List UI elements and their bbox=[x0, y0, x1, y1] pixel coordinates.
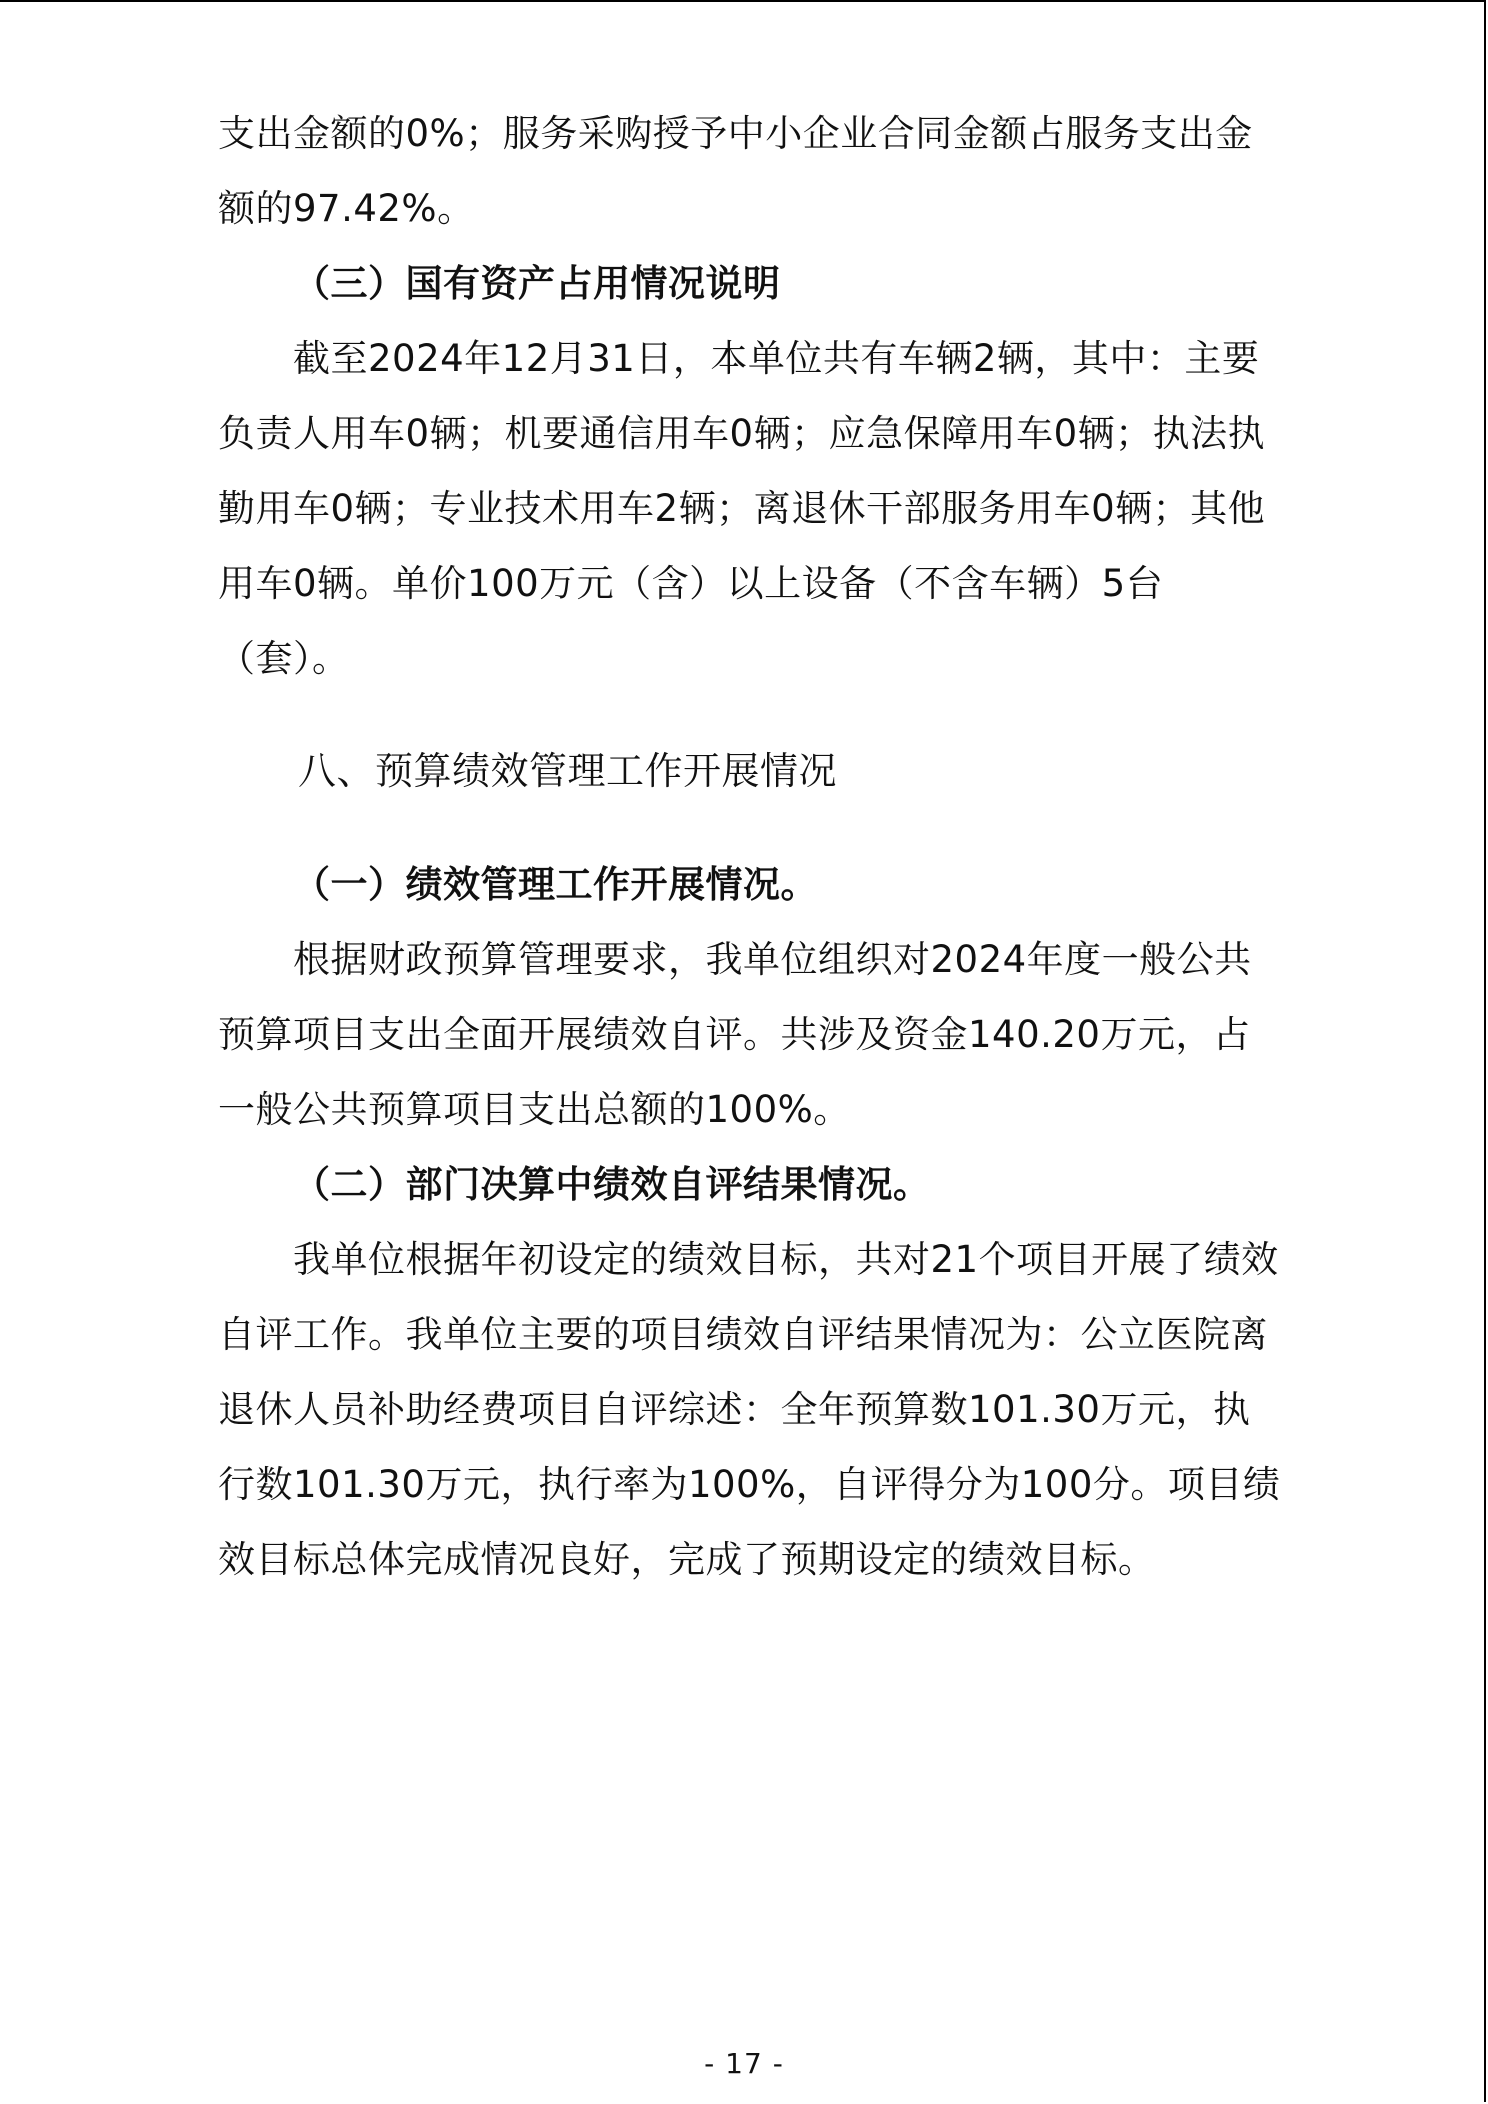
paragraph-state-assets: 截至2024年12月31日，本单位共有车辆2辆，其中：主要负责人用车0辆；机要通信用车0辆；应急保障用车0辆；执法执勤用车0辆；专业技术用车2辆；离退休干部服务用车0辆；其他用车0辆。单价100万元（含）以上设备（不含车辆）5台（套）。 bbox=[218, 337, 1266, 680]
heading-section-8: 八、预算绩效管理工作开展情况 bbox=[298, 749, 838, 793]
paragraph-performance-management: 根据财政预算管理要求，我单位组织对2024年度一般公共预算项目支出全面开展绩效自评。共涉及资金140.20万元，占一般公共预算项目支出总额的100%。 bbox=[218, 938, 1252, 1131]
heading-state-assets: （三）国有资产占用情况说明 bbox=[293, 262, 781, 305]
heading-self-evaluation-results: （二）部门决算中绩效自评结果情况。 bbox=[293, 1163, 931, 1206]
paragraph-procurement-continued: 支出金额的0%；服务采购授予中小企业合同金额占服务支出金额的97.42%。 bbox=[218, 112, 1253, 230]
document-body bbox=[218, 96, 1286, 1597]
heading-performance-management: （一）绩效管理工作开展情况。 bbox=[293, 863, 818, 906]
paragraph-self-evaluation-results: 我单位根据年初设定的绩效目标，共对21个项目开展了绩效自评工作。我单位主要的项目绩效自评结果情况为：公立医院离退休人员补助经费项目自评综述：全年预算数101.30万元，执行数101.30万元，执行率为100%，自评得分为100分。项目绩效目标总体完成情况良好，完成了预期设定的绩效目标。 bbox=[218, 1238, 1281, 1581]
page-number: - 17 - bbox=[704, 2047, 784, 2080]
